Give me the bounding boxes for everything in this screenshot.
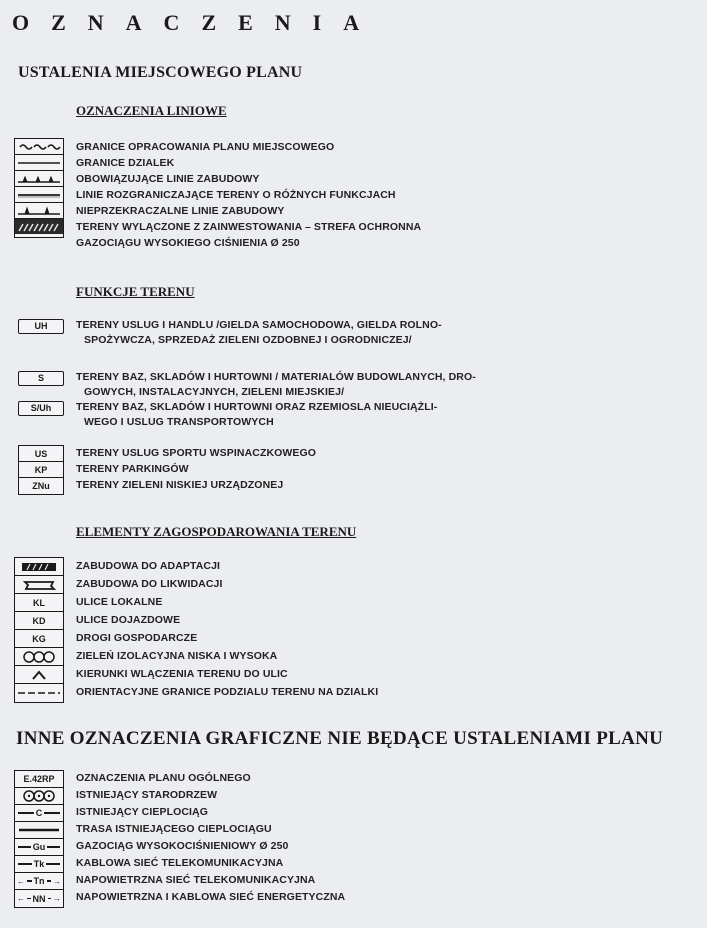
code-box-KL: KL [15,594,63,612]
green-circles-icon [15,648,63,666]
legend-label: TERENY PARKINGÓW [76,463,189,475]
caret-up-icon [15,666,63,684]
legend-label: ULICE DOJAZDOWE [76,614,181,626]
legend-label: TERENY BAZ, SKLADÓW I HURTOWNI / MATERIALÓW BUDOWLANYCH, DRO- [76,371,476,383]
legend-label: ZABUDOWA DO ADAPTACJI [76,560,221,572]
thick-line-icon [15,822,63,839]
legend-label: ISTNIEJĄCY CIEPLOCIĄG [76,806,209,818]
code-box-UH: UH [18,319,64,334]
legend-label: SPOŻYWCZA, SPRZEDAŻ ZIELENI OZDOBNEJ I OGRODNICZEJ/ [84,334,412,346]
code-box-ZNu: ZNu [32,480,50,491]
legend-label: TERENY BAZ, SKLADÓW I HURTOWNI ORAZ RZEMIOSLA NIEUCIĄŻLI- [76,401,438,413]
subheading-elements: ELEMENTY ZAGOSPODAROWANIA TERENU [76,524,357,539]
linear-legend-column [14,138,64,238]
legend-label: KABLOWA SIEĆ TELEKOMUNIKACYJNA [76,857,284,869]
arrow-line-icon: ← Tn → [15,873,63,890]
legend-label: NIEPRZEKRACZALNE LINIE ZABUDOWY [76,205,285,217]
legend-label: WEGO I USLUG TRANSPORTOWYCH [84,416,274,428]
legend-label: NAPOWIETRZNA SIEĆ TELEKOMUNIKACYJNA [76,874,316,886]
legend-label: TERENY USLUG I HANDLU /GIELDA SAMOCHODOWA, GIELDA ROLNO- [76,319,442,331]
telecom-cable-icon [15,856,63,873]
plain-line-icon [15,155,63,171]
legend-label: TRASA ISTNIEJĄCEGO CIEPLOCIĄGU [76,823,272,835]
code-box-E42RP: E.42RP [15,771,63,788]
page-title: OZNACZENIA [12,10,382,35]
subheading-linear: OZNACZENIA LINIOWE [76,103,227,118]
subheading-functions: FUNKCJE TERENU [76,284,195,299]
legend-label: DROGI GOSPODARCZE [76,632,198,644]
legend-label: GRANICE OPRACOWANIA PLANU MIEJSCOWEGO [76,141,335,153]
pipe-code: Gu [32,842,46,852]
legend-label: GRANICE DZIALEK [76,157,175,169]
legend-label-continuation: GAZOCIĄGU WYSOKIEGO CIŚNIENIA Ø 250 [76,237,300,249]
pipe-code: Tn [33,876,45,886]
legend-label: OZNACZENIA PLANU OGÓLNEGO [76,772,251,784]
building-line-icon [15,171,63,187]
code-box-KG: KG [15,630,63,648]
code-box-S: S [18,371,64,386]
elements-legend-column [14,557,64,703]
legend-label: TERENY USLUG SPORTU WSPINACZKOWEGO [76,447,317,459]
pipe-code: NN [32,893,46,904]
old-trees-icon [15,788,63,805]
divider-line-icon [15,187,63,203]
code-box-US: US [19,446,63,462]
wavy-line-icon [15,139,63,155]
legend-label: LINIE ROZGRANICZAJĄCE TERENY O RÓŻNYCH FUNKCJACH [76,189,396,201]
arrow-line-icon: ← NN → [17,893,61,904]
legend-label: TERENY ZIELENI NISKIEJ URZĄDZONEJ [76,479,284,491]
section-heading-plan: USTALENIA MIEJSCOWEGO PLANU [18,64,303,81]
code-box-KP: KP [19,462,63,478]
legend-label: ZIELEŃ IZOLACYJNA NISKA I WYSOKA [76,650,278,662]
legend-label: ULICE LOKALNE [76,596,163,608]
pipe-code: Tk [33,859,45,869]
building-line-icon [15,203,63,219]
legend-label: GAZOCIĄG WYSOKOCIŚNIENIOWY Ø 250 [76,840,289,852]
adaptation-building-icon [15,558,63,576]
code-box-S-Uh: S/Uh [18,401,64,416]
legend-label: KIERUNKI WLĄCZENIA TERENU DO ULIC [76,668,288,680]
heat-pipe-icon [15,805,63,822]
pipe-code: C [35,808,43,818]
legend-label: OBOWIĄZUJĄCE LINIE ZABUDOWY [76,173,260,185]
functions-code-column [18,445,64,495]
legend-label: TERENY WYLĄCZONE Z ZAINWESTOWANIA – STREFA OCHRONNA [76,221,422,233]
section-heading-other: INNE OZNACZENIA GRAFICZNE NIE BĘDĄCE USTALENIAMI PLANU [16,728,664,749]
legend-label: ORIENTACYJNE GRANICE PODZIALU TERENU NA DZIALKI [76,686,379,698]
liquidation-building-icon [15,576,63,594]
dashed-line-icon [15,684,63,701]
legend-label: ZABUDOWA DO LIKWIDACJI [76,578,223,590]
other-legend-column [14,770,64,908]
legend-label: NAPOWIETRZNA I KABLOWA SIEĆ ENERGETYCZNA [76,891,346,903]
code-box-KD: KD [15,612,63,630]
legend-label: ISTNIEJĄCY STARODRZEW [76,789,218,801]
legend-label: GOWYCH, INSTALACYJNYCH, ZIELENI MIEJSKIEJ/ [84,386,345,398]
gas-pipe-icon [15,839,63,856]
hatched-zone-icon [15,219,63,234]
